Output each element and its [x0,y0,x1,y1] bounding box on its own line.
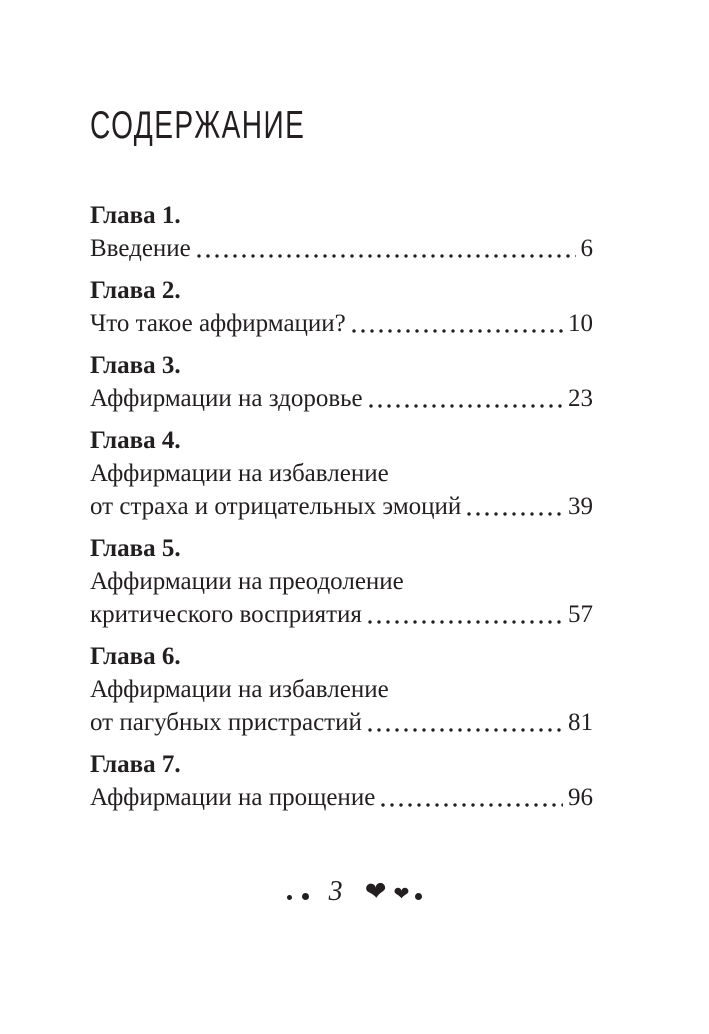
table-of-contents [90,199,593,814]
chapter-page-number: 81 [568,709,593,736]
chapter-page-number: 39 [568,493,593,520]
toc-entry-chapter-3[interactable] [90,349,593,415]
chapter-label: Глава 1. [90,202,181,229]
dot-leader [352,329,563,333]
toc-entry-chapter-1[interactable] [90,199,593,265]
toc-entry-chapter-5[interactable] [90,532,593,631]
chapter-title: Аффирмации на здоровье [90,385,363,412]
toc-entry-chapter-2[interactable] [90,274,593,340]
page-footer [0,878,709,906]
chapter-label: Глава 4. [90,427,181,454]
toc-entry-chapter-6[interactable] [90,640,593,739]
chapter-title-line-2: от пагубных пристрастий [90,709,362,736]
dot-ornament-icon [287,895,292,900]
chapter-page-number: 57 [568,601,593,628]
dot-leader [197,254,576,258]
contents-page [90,0,593,814]
chapter-page-number: 10 [568,310,593,337]
dot-leader [368,728,563,732]
toc-entry-chapter-4[interactable] [90,424,593,523]
dot-leader [369,404,563,408]
chapter-title: Что такое аффирмации? [90,310,346,337]
dot-ornament-icon [302,893,309,900]
dot-ornament-icon [415,893,422,900]
chapter-page-number: 23 [568,385,593,412]
chapter-title-line-1: Аффирмации на избавление [90,460,389,487]
chapter-title-line-2: от страха и отрицательных эмоций [90,493,462,520]
chapter-label: Глава 5. [90,535,181,562]
page-title: СОДЕРЖАНИЕ [90,104,306,147]
dot-leader [467,512,563,516]
chapter-label: Глава 6. [90,643,181,670]
dot-leader [381,803,563,807]
chapter-label: Глава 7. [90,751,181,778]
folio-page-number: 3 [328,876,343,907]
chapter-page-number: 6 [580,235,593,262]
heart-icon: ❤ [393,883,410,905]
chapter-title-line-1: Аффирмации на преодоление [90,568,404,595]
chapter-label: Глава 2. [90,277,181,304]
heart-icon: ❤ [363,876,388,908]
chapter-label: Глава 3. [90,352,181,379]
toc-entry-chapter-7[interactable] [90,748,593,814]
chapter-title-line-2: критического восприятия [90,601,362,628]
chapter-title: Аффирмации на прощение [90,784,376,811]
chapter-title: Введение [90,235,191,262]
chapter-page-number: 96 [568,784,593,811]
chapter-title-line-1: Аффирмации на избавление [90,676,389,703]
dot-leader [368,620,563,624]
